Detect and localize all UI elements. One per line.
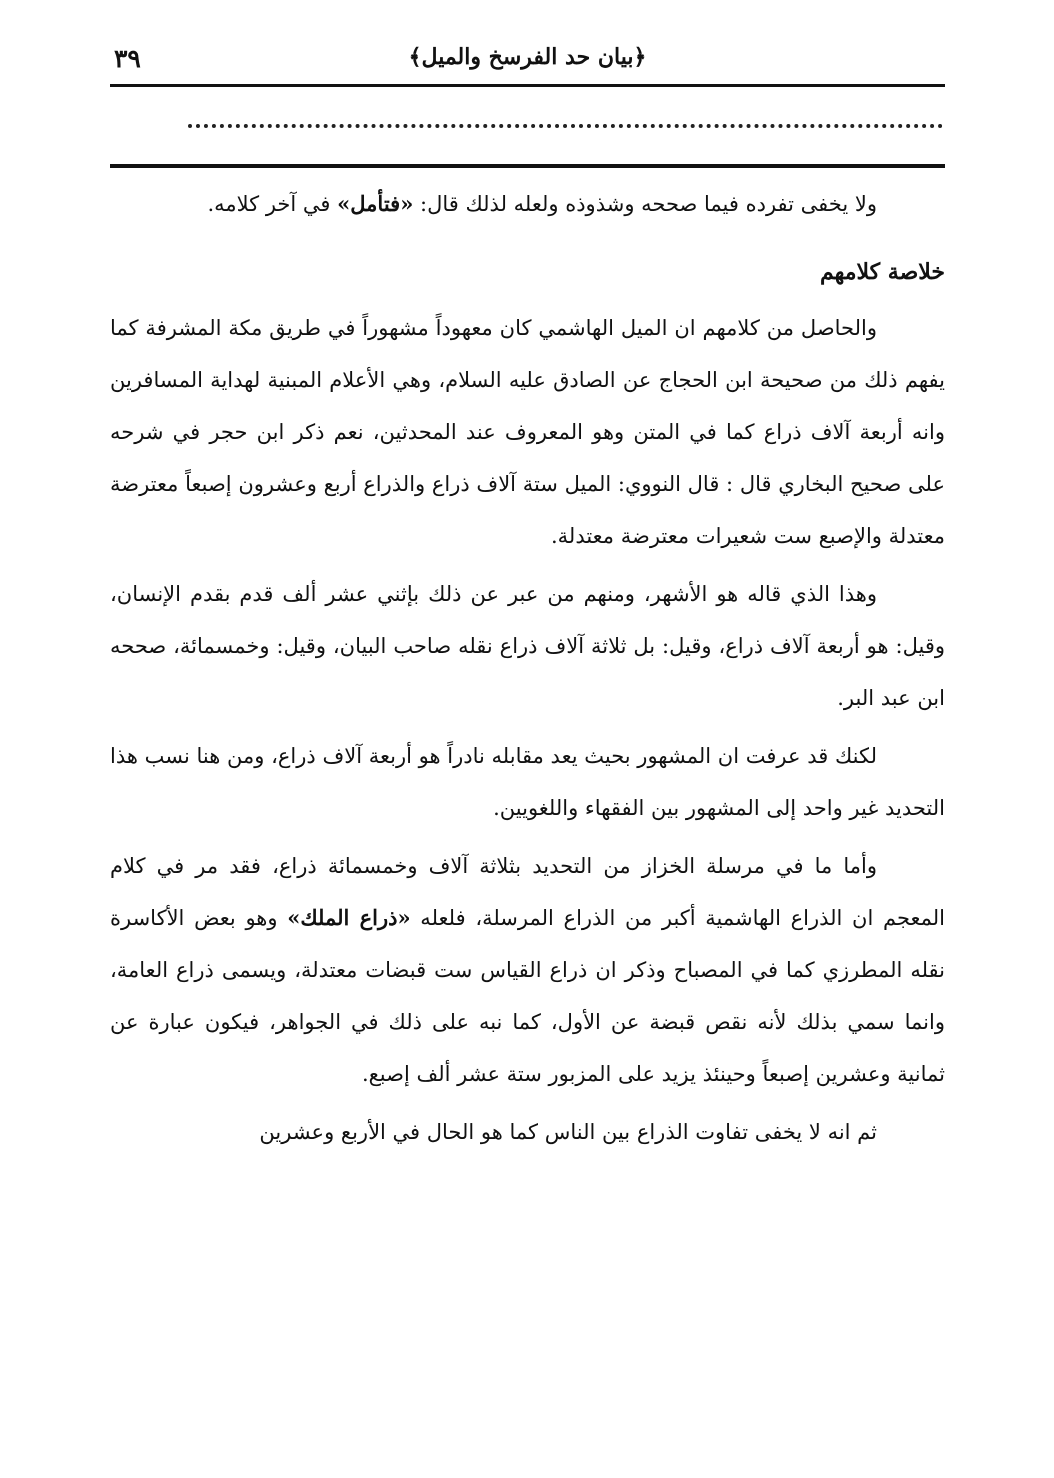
- mursala-quote: «ذراع الملك»: [287, 905, 411, 930]
- intro-text-after: في آخر كلامه.: [207, 192, 338, 216]
- paragraph-summary: والحاصل من كلامهم ان الميل الهاشمي كان معهوداً مشهوراً في طريق مكة المشرفة كما يفهم ذلك من صحيحة ابن الحجاج عن الصادق عليه السلام، وهي الأعلام المبنية لهداية المسافرين وانه أربعة آلاف ذراع كما في المتن وهو المعروف عند المحدثين، نعم ذكر ابن حجر في شرحه على صحيح البخاري قال : قال النووي: الميل ستة آلاف ذراع والذراع أربع وعشرون إصبعاً معترضة معتدلة والإصبع ست شعيرات معترضة معتدلة.: [110, 316, 945, 548]
- mursala-text-before: وأما ما في مرسلة الخزاز من التحديد بثلاثة آلاف وخمسمائة ذراع، فقد مر في كلام المعجم ان الذراع الهاشمية أكبر من الذراع المرسلة، فلعله: [110, 854, 946, 930]
- page-number: ٣٩: [114, 44, 141, 73]
- page: [110, 0, 945, 1478]
- intro-quote: «فتأمل»: [337, 191, 414, 216]
- running-header: [110, 38, 945, 84]
- section-heading: خلاصة كلامهم: [819, 259, 945, 285]
- paragraph-last-line: ثم انه لا يخفى تفاوت الذراع بين الناس كما هو الحال في الأربع وعشرين: [259, 1120, 877, 1144]
- intro-paragraph: [110, 178, 945, 230]
- header-rule: [110, 84, 945, 87]
- paragraph-mashhur: لكنك قد عرفت ان المشهور بحيث يعد مقابله نادراً هو أربعة آلاف ذراع، ومن هنا نسب هذا التحديد غير واحد إلى المشهور بين الفقهاء واللغويين.: [110, 744, 945, 820]
- paragraph-mursala: [110, 840, 945, 1100]
- body-text: [110, 178, 945, 1164]
- running-title: ﴿بيان حد الفرسخ والميل﴾: [408, 44, 647, 70]
- mursala-text-after: وهو بعض الأكاسرة نقله المطرزي كما في المصباح وذكر ان ذراع القياس ست قبضات معتدلة، ويسمى ذراع العامة، وانما سمي بذلك لأنه نقص قبضة عن الأول، كما نبه على ذلك في الجواهر، فيكون عبارة عن ثمانية وعشرين إصبعاً وحينئذ يزيد على المزبور ستة عشر ألف إصبع.: [110, 906, 945, 1086]
- intro-text-before: ولا يخفى تفرده فيما صححه وشذوذه ولعله لذلك قال:: [413, 192, 877, 216]
- section-rule: [110, 164, 945, 168]
- dotted-separator: [188, 124, 943, 128]
- paragraph-ashhar: وهذا الذي قاله هو الأشهر، ومنهم من عبر عن ذلك بإثني عشر ألف قدم بقدم الإنسان، وقيل: هو أربعة آلاف ذراع، وقيل: بل ثلاثة آلاف ذراع نقله صاحب البيان، وقيل: وخمسمائة، صححه ابن عبد البر.: [110, 582, 945, 710]
